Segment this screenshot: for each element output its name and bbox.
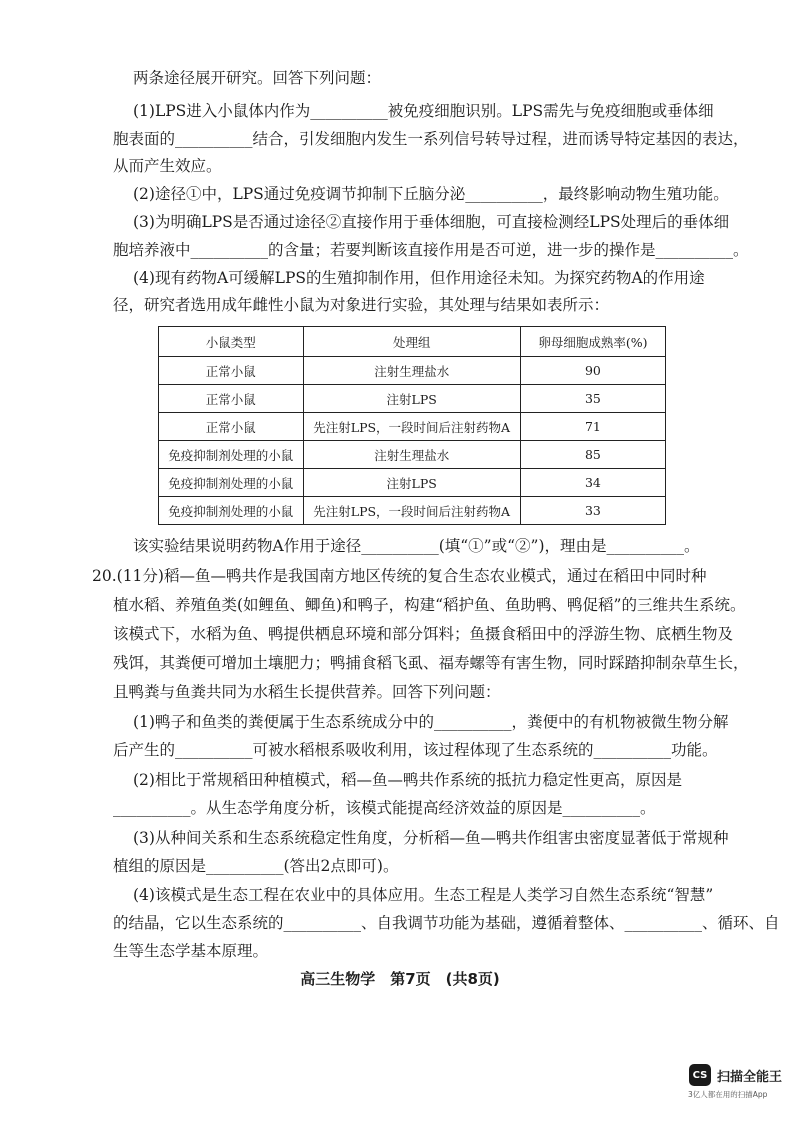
text-line: __________。从生态学角度分析，该模式能提高经济效益的原因是__________。 — [113, 799, 656, 817]
text-line: (4)现有药物A可缓解LPS的生殖抑制作用，但作用途径未知。为探究药物A的作用途 — [133, 269, 705, 287]
question-heading: 20.(11分)稻—鱼—鸭共作是我国南方地区传统的复合生态农业模式，通过在稻田中同时种 — [92, 567, 707, 585]
table-row — [159, 441, 666, 469]
text-line: (4)该模式是生态工程在农业中的具体应用。生态工程是人类学习自然生态系统“智慧” — [133, 886, 714, 904]
table-cell: 正常小鼠 — [159, 413, 304, 441]
text-line: 胞培养液中__________的含量；若要判断该直接作用是否可逆，进一步的操作是__________。 — [113, 241, 749, 259]
text-line: (3)从种间关系和生态系统稳定性角度，分析稻—鱼—鸭共作组害虫密度显著低于常规种 — [133, 829, 729, 847]
text-line: (2)途径①中，LPS通过免疫调节抑制下丘脑分泌__________，最终影响动物生殖功能。 — [133, 185, 729, 203]
table-header-cell: 小鼠类型 — [159, 327, 304, 357]
table-row — [159, 469, 666, 497]
text-line: (1)LPS进入小鼠体内作为__________被免疫细胞识别。LPS需先与免疫细胞或垂体细 — [133, 102, 714, 120]
text-line: (2)相比于常规稻田种植模式，稻—鱼—鸭共作系统的抵抗力稳定性更高，原因是 — [133, 771, 682, 789]
table-cell: 免疫抑制剂处理的小鼠 — [159, 441, 304, 469]
scanner-watermark — [689, 1064, 782, 1086]
table-cell: 正常小鼠 — [159, 385, 304, 413]
table-row — [159, 357, 666, 385]
text-line: 且鸭粪与鱼粪共同为水稻生长提供营养。回答下列问题： — [113, 683, 501, 701]
watermark-name: 扫描全能王 — [717, 1069, 783, 1085]
table-cell: 71 — [520, 413, 665, 441]
table-cell: 正常小鼠 — [159, 357, 304, 385]
text-line: 径，研究者选用成年雌性小鼠为对象进行实验，其处理与结果如表所示： — [113, 296, 610, 314]
page-footer: 高三生物学 第7页 (共8页) — [300, 970, 500, 988]
table-header-row — [159, 327, 666, 357]
table-cell: 90 — [520, 357, 665, 385]
table-header-cell: 处理组 — [303, 327, 520, 357]
table-cell: 注射LPS — [303, 385, 520, 413]
table-cell: 注射LPS — [303, 469, 520, 497]
text-line: 后产生的__________可被水稻根系吸收利用，该过程体现了生态系统的__________功能。 — [113, 741, 718, 759]
table-row — [159, 413, 666, 441]
text-line: 生等生态学基本原理。 — [113, 942, 269, 960]
text-line: 从而产生效应。 — [113, 157, 222, 175]
text-line: 植组的原因是__________(答出2点即可)。 — [113, 857, 399, 875]
text-line: 的结晶，它以生态系统的__________、自我调节功能为基础，遵循着整体、__________、循环、自 — [113, 914, 780, 932]
table-cell: 先注射LPS，一段时间后注射药物A — [303, 413, 520, 441]
watermark-tagline: 3亿人都在用的扫描App — [688, 1090, 768, 1099]
table-row — [159, 385, 666, 413]
text-line: 两条途径展开研究。回答下列问题： — [133, 69, 382, 87]
table-cell: 免疫抑制剂处理的小鼠 — [159, 469, 304, 497]
text-line: 胞表面的__________结合，引发细胞内发生一系列信号转导过程，进而诱导特定基因的表达， — [113, 130, 749, 148]
text-line: (3)为明确LPS是否通过途径②直接作用于垂体细胞，可直接检测经LPS处理后的垂体细 — [133, 213, 730, 231]
table-cell: 先注射LPS，一段时间后注射药物A — [303, 497, 520, 525]
table-cell: 免疫抑制剂处理的小鼠 — [159, 497, 304, 525]
camscanner-icon: CS — [689, 1064, 711, 1086]
table-cell: 85 — [520, 441, 665, 469]
text-line: 植水稻、养殖鱼类(如鲤鱼、鲫鱼)和鸭子，构建“稻护鱼、鱼助鸭、鸭促稻”的三维共生系统。 — [113, 596, 746, 614]
table-header-cell: 卵母细胞成熟率(%) — [520, 327, 665, 357]
table-cell: 35 — [520, 385, 665, 413]
results-table — [158, 326, 666, 525]
text-line: 该模式下，水稻为鱼、鸭提供栖息环境和部分饵料；鱼摄食稻田中的浮游生物、底栖生物及 — [113, 625, 734, 643]
table-cell: 注射生理盐水 — [303, 357, 520, 385]
text-line: 该实验结果说明药物A作用于途径__________(填“①”或“②”)，理由是__________。 — [133, 537, 700, 555]
text-line: 残饵，其粪便可增加土壤肥力；鸭捕食稻飞虱、福寿螺等有害生物，同时踩踏抑制杂草生长， — [113, 654, 749, 672]
text-line: (1)鸭子和鱼类的粪便属于生态系统成分中的__________，粪便中的有机物被微生物分解 — [133, 713, 729, 731]
table-row — [159, 497, 666, 525]
table-cell: 注射生理盐水 — [303, 441, 520, 469]
table-cell: 34 — [520, 469, 665, 497]
table-cell: 33 — [520, 497, 665, 525]
